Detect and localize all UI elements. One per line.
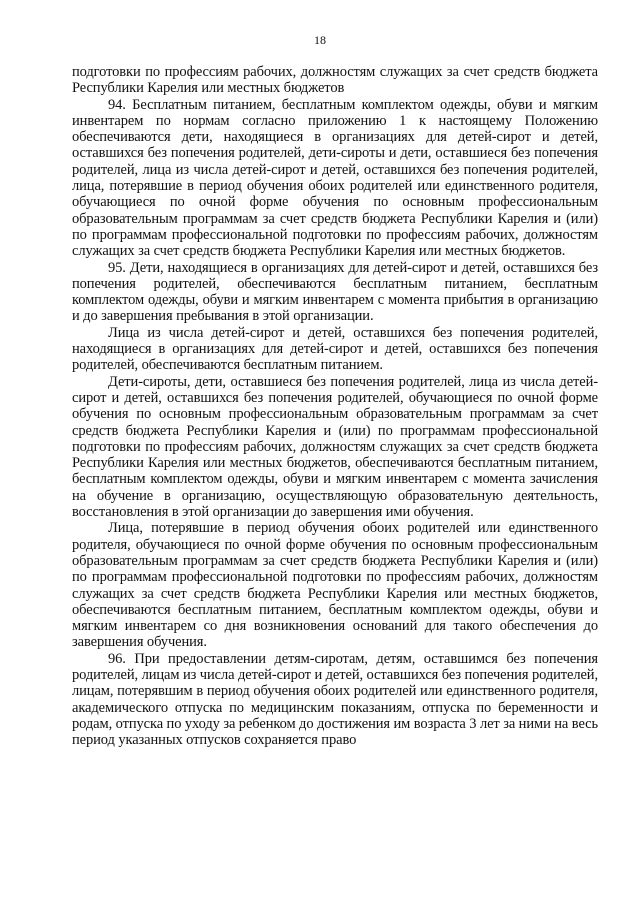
paragraph: Лица, потерявшие в период обучения обоих родителей или единственного родителя, обучающиеся по очной форме обучения по основным профессиональным образовательным программам за счет средств бюджета Республики Карелия и (или) по программам профессиональной подготовки по профессиям рабочих, должностям служащих за счет средств бюджета Республики Карелия или местных бюджетов, обеспечиваются бесплатным питанием, бесплатным комплектом одежды, обуви и мягким инвентарем со дня возникновения оснований для такого обеспечения до завершения обучения. xyxy=(72,520,598,651)
paragraph: подготовки по профессиям рабочих, должностям служащих за счет средств бюджета Республики Карелия или местных бюджетов xyxy=(72,64,598,97)
paragraph: 95. Дети, находящиеся в организациях для детей-сирот и детей, оставшихся без попечения родителей, обеспечиваются бесплатным питанием, бесплатным комплектом одежды, обуви и мягким инвентарем с момента прибытия в организацию и до завершения пребывания в этой организации. xyxy=(72,259,598,325)
page-number: 18 xyxy=(314,33,326,47)
paragraph: Дети-сироты, дети, оставшиеся без попечения родителей, лица из числа детей-сирот и детей, оставшихся без попечения родителей, обучающиеся по очной форме обучения по основным профессиональным образовательным программам за счет средств бюджета Республики Карелия и (или) по программам профессиональной подготовки по профессиям рабочих, должностям служащих за счет средств бюджета Республики Карелия или местных бюджетов, обеспечиваются бесплатным питанием, бесплатным комплектом одежды, обуви и мягким инвентарем с момента зачисления на обучение в организацию, осуществляющую образовательную деятельность, восстановления в этой организации до завершения ими обучения. xyxy=(72,373,598,521)
paragraph: 94. Бесплатным питанием, бесплатным комплектом одежды, обуви и мягким инвентарем по нормам согласно приложению 1 к настоящему Положению обеспечиваются дети, находящиеся в организациях для детей-сирот и детей, оставшихся без попечения родителей, дети-сироты и дети, оставшиеся без попечения родителей, лица из числа детей-сирот и детей, оставшихся без попечения родителей, лица, потерявшие в период обучения обоих родителей или единственного родителя, обучающиеся по очной форме обучения по основным профессиональным образовательным программам за счет средств бюджета Республики Карелия и (или) по программам профессиональной подготовки по профессиям рабочих, должностям служащих за счет средств бюджета Республики Карелия или местных бюджетов. xyxy=(72,96,598,260)
document-body xyxy=(72,64,598,748)
paragraph: 96. При предоставлении детям-сиротам, детям, оставшимся без попечения родителей, лицам из числа детей-сирот и детей, оставшихся без попечения родителей, лицам, потерявшим в период обучения обоих родителей или единственного родителя, академического отпуска по медицинским показаниям, отпуска по беременности и родам, отпуска по уходу за ребенком до достижения им возраста 3 лет за ними на весь период указанных отпусков сохраняется право xyxy=(72,650,598,749)
paragraph: Лица из числа детей-сирот и детей, оставшихся без попечения родителей, находящиеся в организациях для детей-сирот и детей, оставшихся без попечения родителей, обеспечиваются бесплатным питанием. xyxy=(72,324,598,374)
